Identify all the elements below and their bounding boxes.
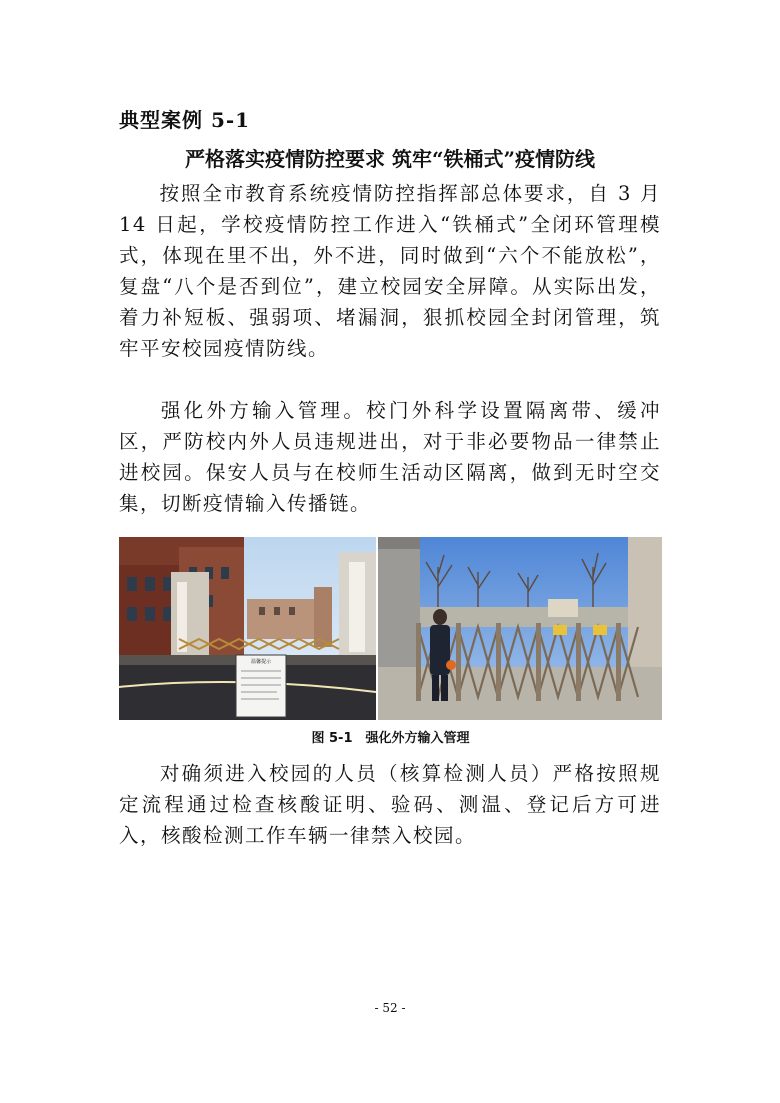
paragraph-3 — [119, 758, 661, 851]
figure-caption: 图 5-1 强化外方输入管理 — [311, 731, 470, 746]
paragraph-1 — [119, 178, 661, 364]
notice-sign-title: 温馨提示 — [250, 659, 272, 665]
paragraph-1-text: 按照全市教育系统疫情防控指挥部总体要求，自 3 月 14 日起，学校疫情防控工作进入“铁桶式”全闭环管理模式，体现在里不出，外不进，同时做到“六个不能放松”，复盘“八个是否到位”，建立校园安全屏障。从实际出发，着力补短板、强弱项、堵漏洞，狠抓校园全封闭管理，筑牢平安校园疫情防线。 — [119, 182, 661, 360]
photo-campus-gate — [119, 537, 376, 720]
page-number: - 52 - — [374, 1001, 406, 1015]
paragraph-3-text: 对确须进入校园的人员（核算检测人员）严格按照规定流程通过检查核酸证明、验码、测温、登记后方可进入，核酸检测工作车辆一律禁入校园。 — [119, 762, 661, 847]
figure-photos — [119, 537, 662, 720]
photo-security-gate — [378, 537, 662, 720]
paragraph-2 — [119, 395, 661, 519]
paragraph-2-text: 强化外方输入管理。校门外科学设置隔离带、缓冲区，严防校内外人员违规进出，对于非必要物品一律禁止进校园。保安人员与在校师生活动区隔离，做到无时空交集，切断疫情输入传播链。 — [119, 399, 661, 515]
case-subtitle: 严格落实疫情防控要求 筑牢“铁桶式”疫情防线 — [185, 147, 595, 171]
case-heading: 典型案例 5-1 — [119, 108, 251, 132]
